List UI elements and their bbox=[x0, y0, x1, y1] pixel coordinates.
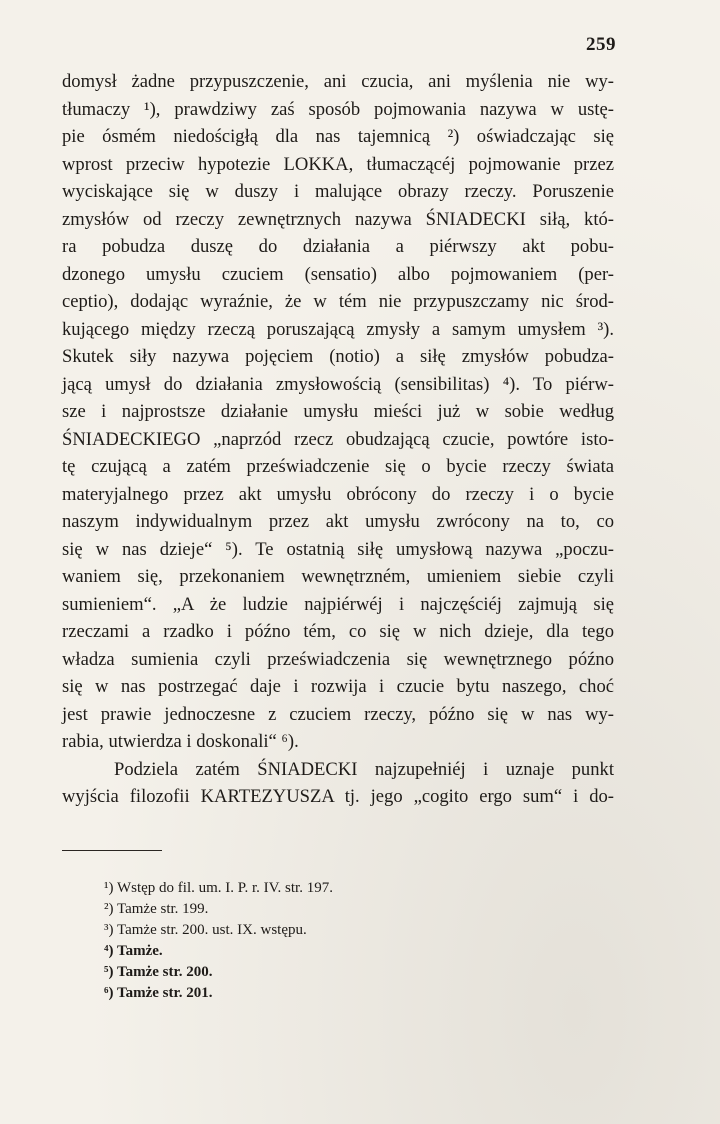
footnote: ⁵) Tamże str. 200. bbox=[104, 964, 213, 980]
text-line: wprost przeciw hypotezie LOKKA, tłumaczącéj pojmowanie przez bbox=[62, 153, 614, 175]
text-line: pie ósmém niedościgłą dla nas tajemnicą ²) oświadczając się bbox=[62, 126, 614, 147]
text-line: materyjalnego przez akt umysłu obrócony do rzeczy i o bycie bbox=[62, 483, 614, 505]
text-line: dzonego umysłu czuciem (sensatio) albo pojmowaniem (per- bbox=[62, 263, 614, 285]
text-line: naszym indywidualnym przez akt umysłu zwrócony na to, co bbox=[62, 511, 614, 532]
text-line: ŚNIADECKIEGO „naprzód rzecz obudzającą czucie, powtóre isto- bbox=[62, 428, 614, 450]
footnote: ³) Tamże str. 200. ust. IX. wstępu. bbox=[104, 922, 307, 938]
text-line: jest prawie jednoczesne z czuciem rzeczy, późno się w nas wy- bbox=[62, 703, 614, 725]
footnote: ²) Tamże str. 199. bbox=[104, 901, 209, 917]
text-line: ra pobudza duszę do działania a piérwszy akt pobu- bbox=[62, 236, 614, 257]
text-line: wyjścia filozofii KARTEZYUSZA tj. jego „cogito ergo sum“ i do- bbox=[62, 786, 614, 807]
text-line: tę czującą a zatém przeświadczenie się o bycie rzeczy świata bbox=[62, 456, 614, 477]
text-line: Skutek siły nazywa pojęciem (notio) a siłę zmysłów pobudza- bbox=[62, 346, 614, 367]
footnote: ⁴) Tamże. bbox=[104, 943, 163, 959]
text-line: władza sumienia czyli przeświadczenia się wewnętrznego późno bbox=[62, 648, 614, 670]
text-line: rabia, utwierdza i doskonali“ ⁶). bbox=[62, 731, 299, 752]
text-line: jącą umysł do działania zmysłowością (sensibilitas) ⁴). To piérw- bbox=[62, 373, 614, 395]
text-line: się w nas postrzegać daje i rozwija i czucie bytu naszego, choć bbox=[62, 676, 614, 697]
footnote: ⁶) Tamże str. 201. bbox=[104, 985, 213, 1001]
footnote: ¹) Wstęp do fil. um. I. P. r. IV. str. 197. bbox=[104, 880, 333, 896]
footnote-separator bbox=[62, 850, 162, 851]
text-line: zmysłów od rzeczy zewnętrznych nazywa ŚNIADECKI siłą, któ- bbox=[62, 208, 614, 230]
text-line: rzeczami a rzadko i późno tém, co się w nich dzieje, dla tego bbox=[62, 621, 614, 642]
text-line: waniem się, przekonaniem wewnętrzném, umieniem siebie czyli bbox=[62, 566, 614, 587]
body-text bbox=[62, 68, 614, 811]
page-number: 259 bbox=[586, 34, 616, 55]
text-line: Podziela zatém ŚNIADECKI najzupełniéj i uznaje punkt bbox=[114, 758, 614, 780]
text-line: się w nas dzieje“ ⁵). Te ostatnią siłę umysłową nazywa „poczu- bbox=[62, 538, 614, 560]
footnotes bbox=[104, 878, 524, 1004]
text-line: domysł żadne przypuszczenie, ani czucia, ani myślenia nie wy- bbox=[62, 71, 614, 92]
text-line: kującego między rzeczą poruszającą zmysły a samym umysłem ³). bbox=[62, 318, 614, 340]
text-line: tłumaczy ¹), prawdziwy zaś sposób pojmowania nazywa w ustę- bbox=[62, 98, 614, 120]
text-line: ceptio), dodając wyraźnie, że w tém nie przypuszczamy nic środ- bbox=[62, 291, 614, 312]
text-line: sze i najprostsze działanie umysłu mieści już w sobie według bbox=[62, 401, 614, 422]
text-line: wyciskające się w duszy i malujące obrazy rzeczy. Poruszenie bbox=[62, 181, 614, 202]
text-line: sumieniem“. „A że ludzie najpiérwéj i najczęściéj zajmują się bbox=[62, 593, 614, 615]
